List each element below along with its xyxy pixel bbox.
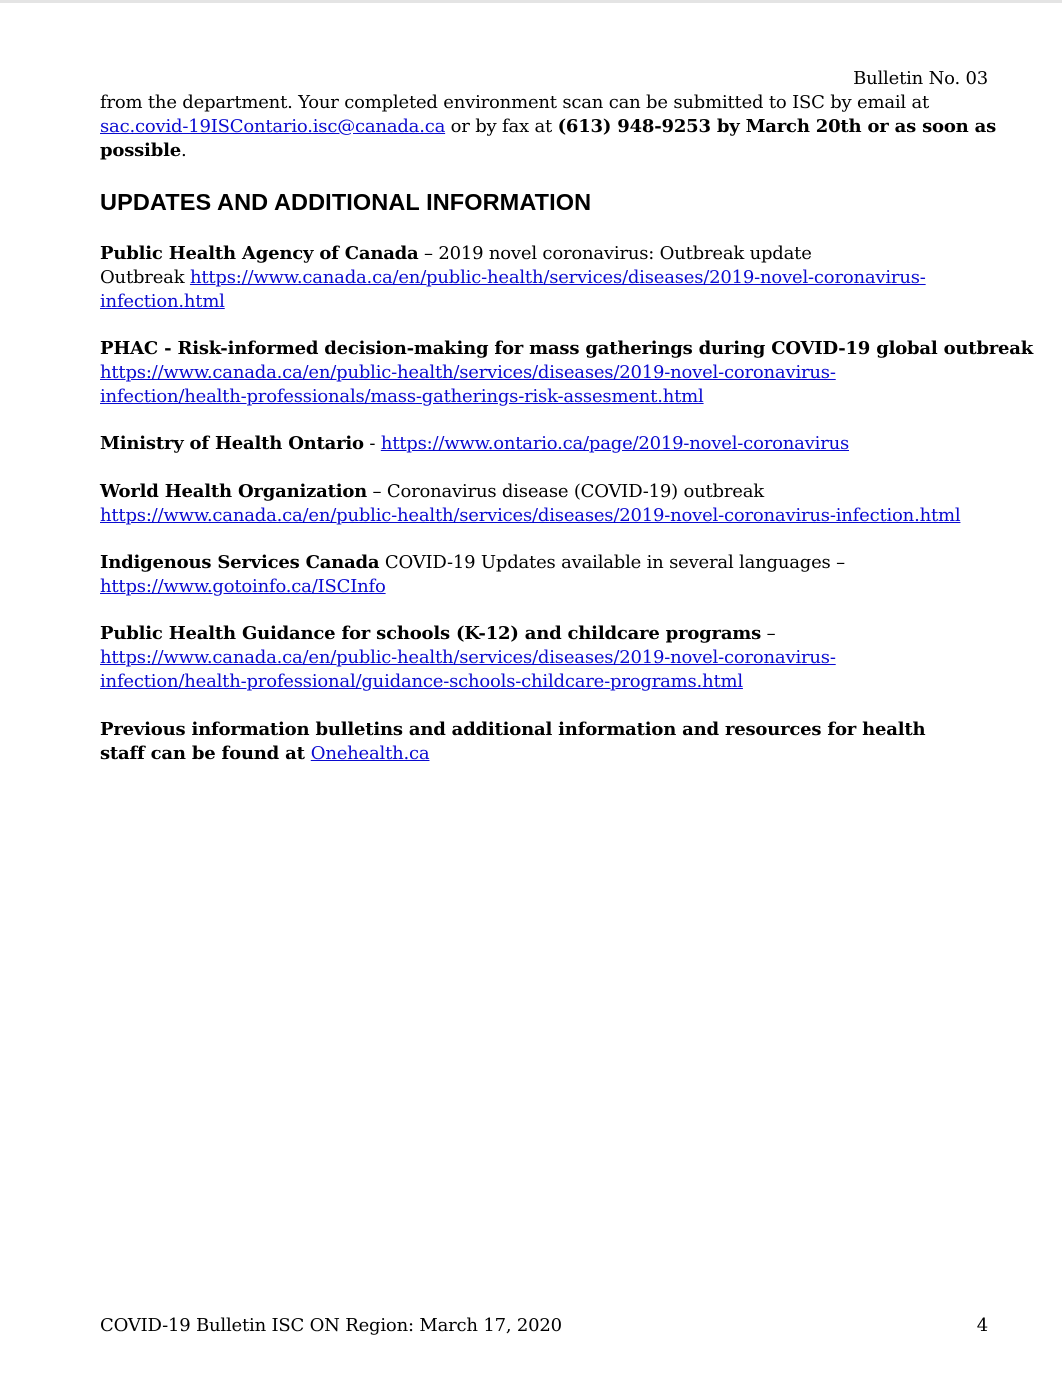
entry-text: - [363, 433, 381, 454]
entry-who [100, 480, 990, 528]
intro-line-1: from the department. Your completed environment scan can be submitted to ISC by email at [100, 92, 930, 113]
footer-text: COVID-19 Bulletin ISC ON Region: March 17, 2020 [100, 1315, 562, 1336]
mass-gatherings-link-cont[interactable]: infection/health-professionals/mass-gatherings-risk-assesment.html [100, 386, 704, 407]
entry-prefix: Outbreak [100, 267, 190, 288]
closing-line-1: Previous information bulletins and additional information and resources for health [100, 719, 926, 740]
entry-title: PHAC - Risk-informed decision-making for mass gatherings during COVID-19 global outbreak [100, 338, 1034, 359]
top-border [0, 0, 1062, 3]
fax-deadline: (613) 948-9253 by March 20th or as soon as [557, 116, 997, 137]
entry-title: Ministry of Health Ontario [100, 433, 364, 454]
phac-outbreak-link-cont[interactable]: infection.html [100, 291, 225, 312]
onehealth-link[interactable]: Onehealth.ca [310, 743, 430, 764]
who-link[interactable]: https://www.canada.ca/en/public-health/services/diseases/2019-novel-coronavirus-infection.html [100, 505, 961, 526]
entry-text: – 2019 novel coronavirus: Outbreak update [418, 243, 812, 264]
entry-title: World Health Organization [100, 481, 368, 502]
fax-text: or by fax at [445, 116, 558, 137]
ontario-link[interactable]: https://www.ontario.ca/page/2019-novel-coronavirus [380, 433, 850, 454]
entry-title: Indigenous Services Canada [100, 552, 380, 573]
entry-mass-gatherings [100, 337, 1034, 409]
schools-guidance-link[interactable]: https://www.canada.ca/en/public-health/services/diseases/2019-novel-coronavirus- [100, 647, 836, 668]
closing-line-2: staff can be found at [100, 743, 311, 764]
intro-paragraph [100, 91, 997, 163]
entry-title: Public Health Guidance for schools (K-12) and childcare programs [100, 623, 762, 644]
intro-line-3 [100, 139, 990, 163]
entry-text: COVID-19 Updates available in several languages – [379, 552, 845, 573]
schools-guidance-link-cont[interactable]: infection/health-professional/guidance-schools-childcare-programs.html [100, 671, 743, 692]
bulletin-number: Bulletin No. 03 [853, 68, 988, 89]
mass-gatherings-link[interactable]: https://www.canada.ca/en/public-health/services/diseases/2019-novel-coronavirus- [100, 362, 836, 383]
entry-title: Public Health Agency of Canada [100, 243, 419, 264]
page-number: 4 [976, 1315, 988, 1336]
entry-text: – [761, 623, 776, 644]
closing-paragraph [100, 718, 990, 766]
entry-text: – Coronavirus disease (COVID-19) outbreak [367, 481, 764, 502]
entry-schools-guidance [100, 622, 990, 694]
entry-phac [100, 242, 990, 314]
section-heading: UPDATES AND ADDITIONAL INFORMATION [100, 189, 592, 215]
possible-text: possible [100, 140, 181, 161]
intro-line-2 [100, 115, 997, 139]
phac-outbreak-link[interactable]: https://www.canada.ca/en/public-health/services/diseases/2019-novel-coronavirus- [189, 267, 926, 288]
isc-info-link[interactable]: https://www.gotoinfo.ca/ISCInfo [100, 576, 386, 597]
entry-isc [100, 551, 990, 599]
period: . [180, 140, 187, 161]
email-link[interactable]: sac.covid-19ISContario.isc@canada.ca [100, 116, 446, 137]
entry-moh-ontario [100, 432, 990, 456]
